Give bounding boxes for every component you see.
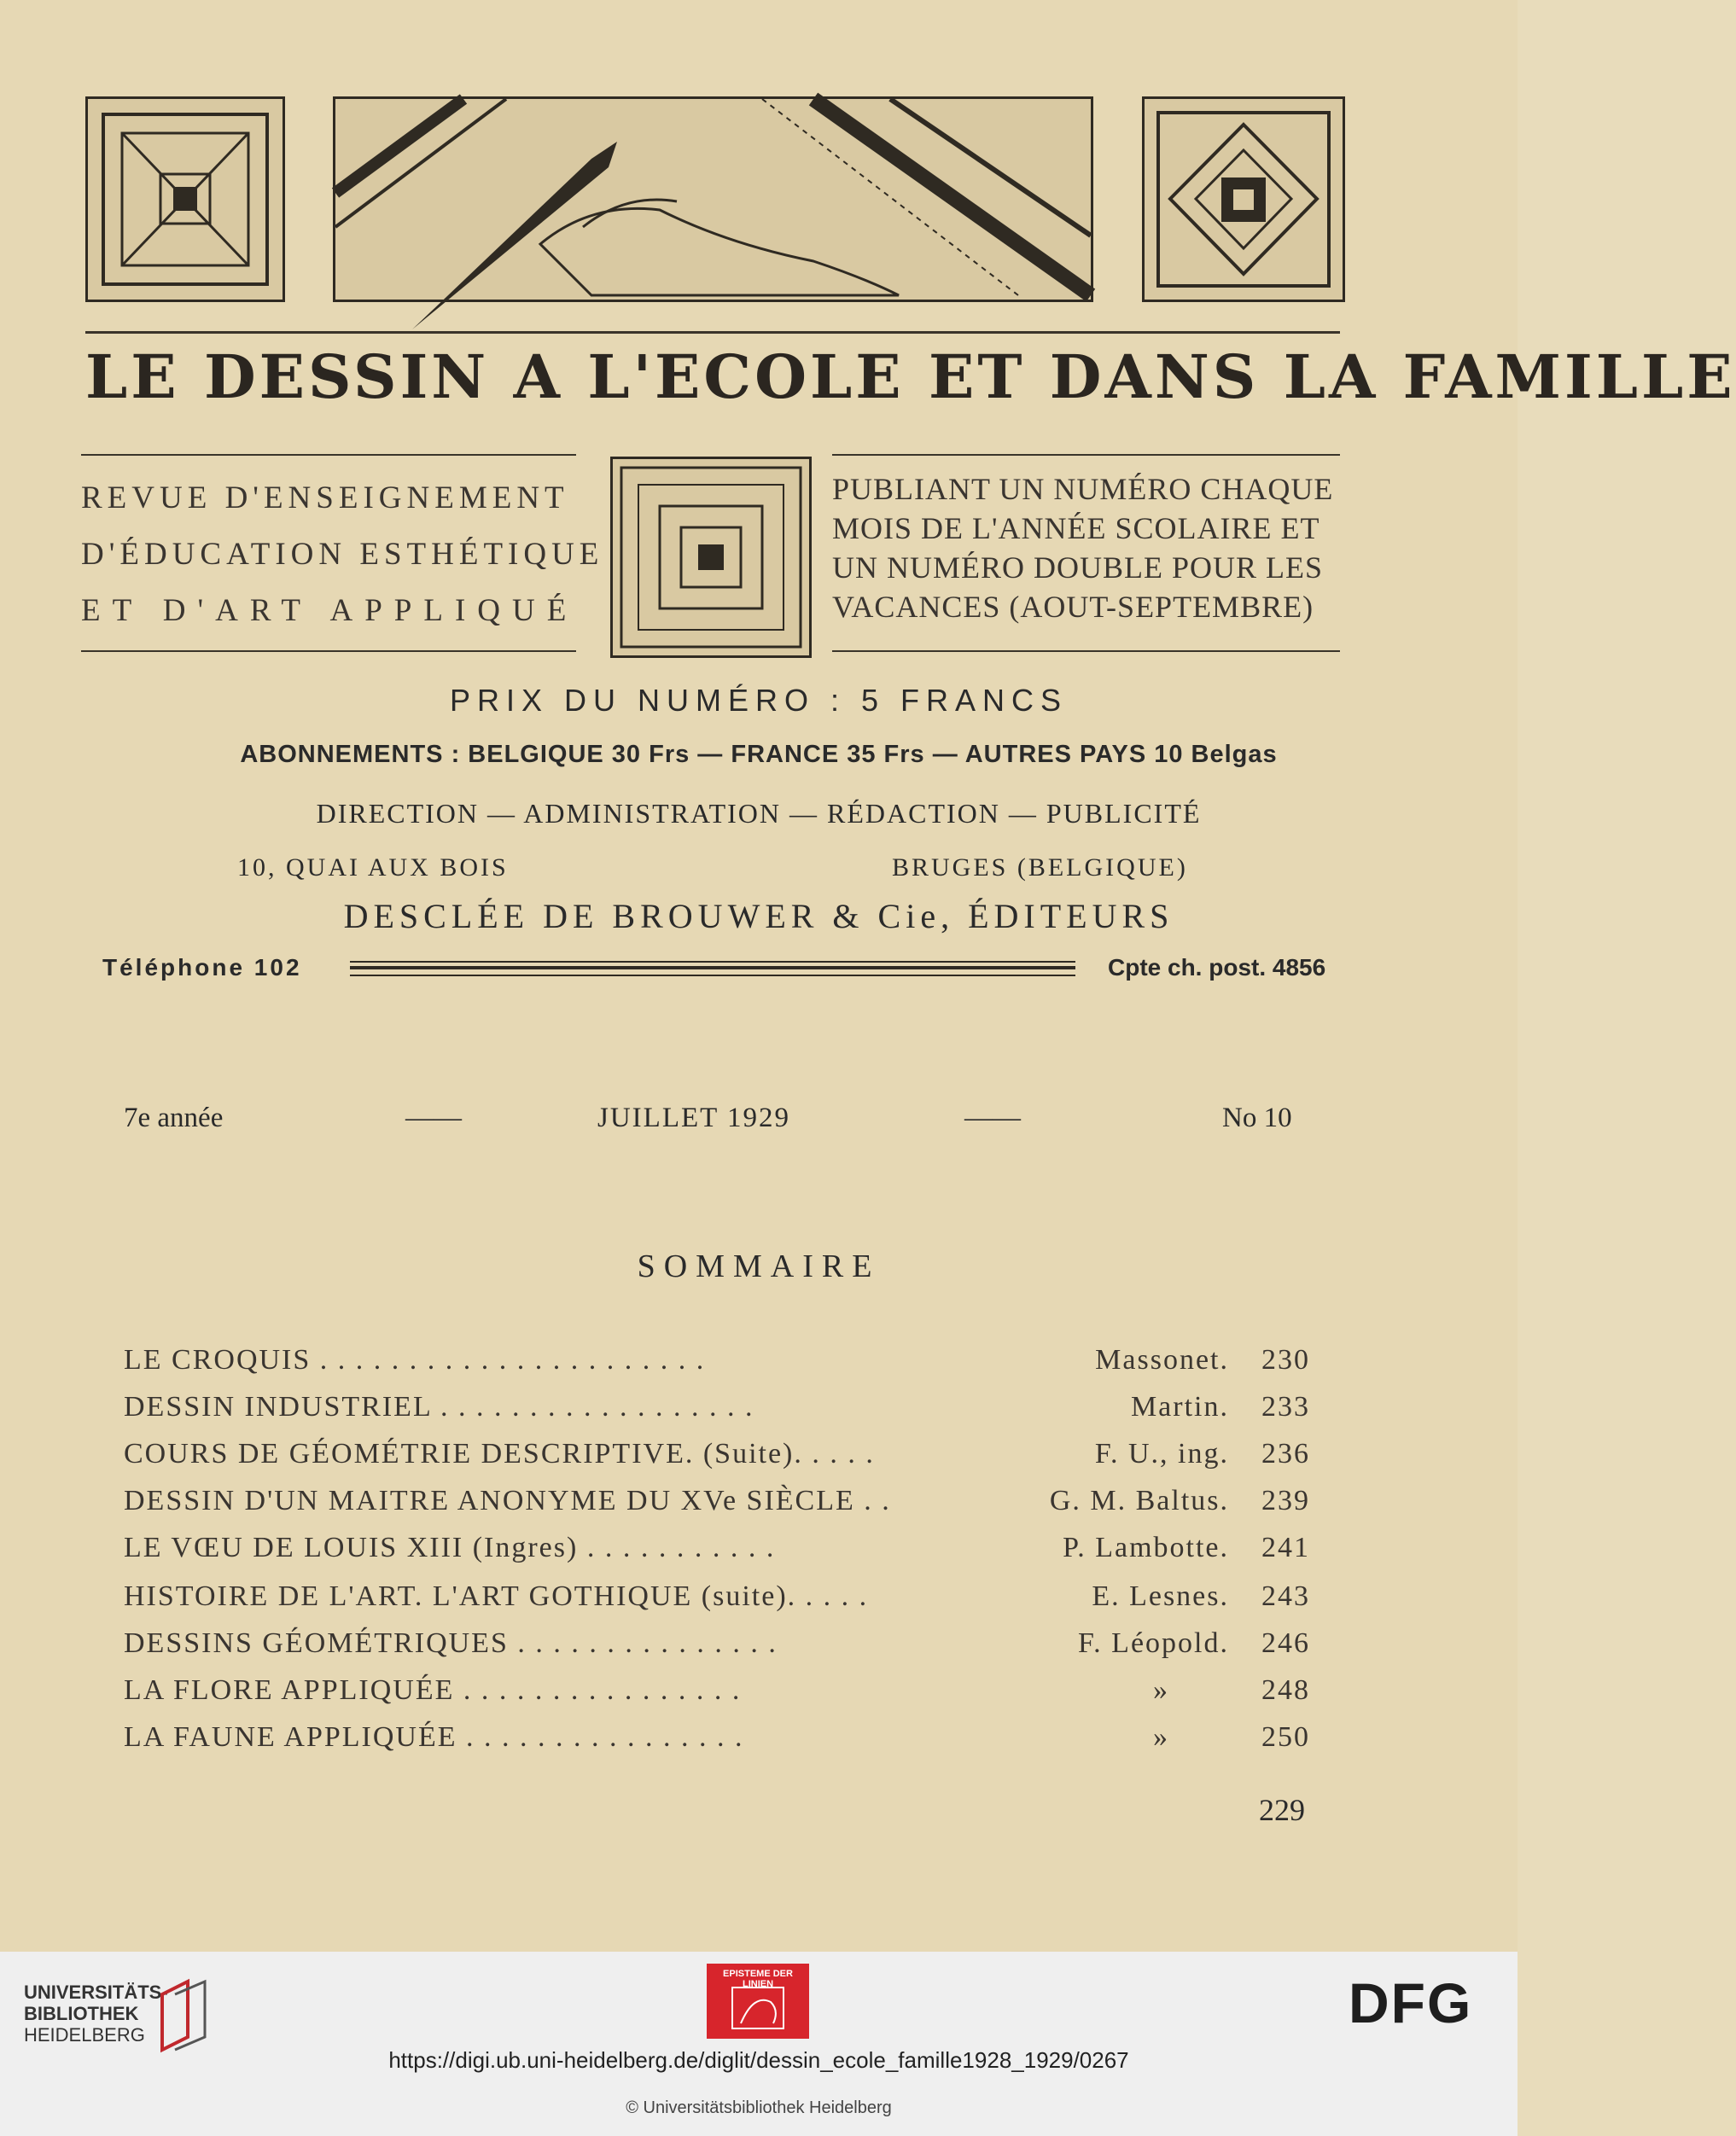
toc-page: 239 bbox=[1261, 1485, 1310, 1516]
postal-account: Cpte ch. post. 4856 bbox=[1108, 954, 1326, 981]
toc-author: F. Léopold. bbox=[1078, 1627, 1229, 1659]
toc-row bbox=[124, 1721, 1310, 1764]
subtitle-left-line-2: D'ÉDUCATION ESTHÉTIQUE bbox=[81, 537, 604, 572]
subtitle-rule-left-top bbox=[81, 454, 576, 456]
toc-page: 236 bbox=[1261, 1438, 1310, 1470]
center-square-ornament bbox=[610, 457, 812, 658]
toc-author: » bbox=[1153, 1674, 1169, 1706]
toc-title: LE VŒU DE LOUIS XIII (Ingres) . . . . . . . . . . . bbox=[124, 1532, 776, 1563]
subtitle-rule-right-bottom bbox=[832, 650, 1340, 652]
permalink-url[interactable]: https://digi.ub.uni-heidelberg.de/diglit/dessin_ecole_famille1928_1929/0267 bbox=[388, 2047, 1129, 2073]
toc-title: DESSIN INDUSTRIEL . . . . . . . . . . . . . . . . . . bbox=[124, 1391, 754, 1423]
publisher-line: DESCLÉE DE BROUWER & Cie, ÉDITEURS bbox=[343, 897, 1174, 935]
toc-row bbox=[124, 1674, 1310, 1717]
copyright-text: © Universitätsbibliothek Heidelberg bbox=[626, 2098, 892, 2117]
toc-page: 250 bbox=[1261, 1721, 1310, 1753]
toc-page: 241 bbox=[1261, 1532, 1310, 1563]
masthead-rule-top bbox=[85, 331, 1340, 334]
library-logo-text-1: UNIVERSITÄTS- bbox=[24, 1982, 168, 2003]
subtitle-right-line-2: MOIS DE L'ANNÉE SCOLAIRE ET bbox=[832, 511, 1320, 545]
toc-author: Massonet. bbox=[1095, 1344, 1229, 1376]
toc-title: DESSIN D'UN MAITRE ANONYME DU XVe SIÈCLE . . bbox=[124, 1485, 891, 1516]
subtitle-right-line-3: UN NUMÉRO DOUBLE POUR LES bbox=[832, 550, 1324, 585]
toc-page: 233 bbox=[1261, 1391, 1310, 1423]
toc-author: F. U., ing. bbox=[1094, 1438, 1229, 1470]
toc-title: LE CROQUIS . . . . . . . . . . . . . . . . . . . . . . bbox=[124, 1344, 706, 1376]
issue-date: JUILLET 1929 bbox=[597, 1103, 790, 1133]
subtitle-left-line-1: REVUE D'ENSEIGNEMENT bbox=[81, 480, 569, 515]
toc-author: P. Lambotte. bbox=[1063, 1532, 1229, 1563]
toc-page: 248 bbox=[1261, 1674, 1310, 1706]
direction-line: DIRECTION — ADMINISTRATION — RÉDACTION — PUBLICITÉ bbox=[316, 798, 1202, 829]
toc-row bbox=[124, 1580, 1310, 1623]
subtitle-left-line-3: ET D'ART APPLIQUÉ bbox=[81, 593, 579, 628]
toc-title: LA FAUNE APPLIQUÉE . . . . . . . . . . . . . . . . bbox=[124, 1721, 744, 1753]
issue-dash-2: —— bbox=[964, 1103, 1021, 1133]
library-logo-text-2: BIBLIOTHEK bbox=[24, 2003, 139, 2024]
issue-number: No 10 bbox=[1222, 1103, 1292, 1133]
toc-heading: SOMMAIRE bbox=[637, 1248, 881, 1284]
subscriptions-line: ABONNEMENTS : BELGIQUE 30 Frs — FRANCE 35 Frs — AUTRES PAYS 10 Belgas bbox=[240, 741, 1278, 768]
toc-title: COURS DE GÉOMÉTRIE DESCRIPTIVE. (Suite). . . . . bbox=[124, 1438, 875, 1470]
toc-title: LA FLORE APPLIQUÉE . . . . . . . . . . . . . . . . bbox=[124, 1674, 742, 1706]
toc-row bbox=[124, 1532, 1310, 1574]
subtitle-right-line-4: VACANCES (AOUT-SEPTEMBRE) bbox=[832, 590, 1314, 624]
library-logo-icon[interactable] bbox=[154, 1977, 210, 2051]
subtitle-rule-right-top bbox=[832, 454, 1340, 456]
hand-drawing-ornament bbox=[333, 96, 1093, 302]
price-line: PRIX DU NUMÉRO : 5 FRANCS bbox=[449, 683, 1069, 718]
toc-page: 230 bbox=[1261, 1344, 1310, 1376]
address-left: 10, QUAI AUX BOIS bbox=[237, 853, 509, 882]
masthead-title: LE DESSIN A L'ECOLE ET DANS LA FAMILLE bbox=[85, 341, 1736, 412]
toc-page: 243 bbox=[1261, 1580, 1310, 1612]
episteme-logo-text: EPISTEME DER LINIEN bbox=[723, 1969, 793, 1989]
telephone: Téléphone 102 bbox=[102, 954, 302, 981]
toc-row bbox=[124, 1438, 1310, 1481]
viewer-footer bbox=[0, 1952, 1518, 2136]
toc-author: E. Lesnes. bbox=[1092, 1580, 1229, 1612]
episteme-logo[interactable] bbox=[707, 1964, 809, 2039]
toc-author: » bbox=[1153, 1721, 1169, 1753]
subtitle-rule-left-bottom bbox=[81, 650, 576, 652]
issue-year: 7e année bbox=[124, 1103, 224, 1133]
toc-title: DESSINS GÉOMÉTRIQUES . . . . . . . . . . . . . . . bbox=[124, 1627, 778, 1659]
toc-author: Martin. bbox=[1130, 1391, 1229, 1423]
toc-row bbox=[124, 1485, 1310, 1528]
page-number: 229 bbox=[1259, 1793, 1305, 1827]
toc-row bbox=[124, 1627, 1310, 1670]
toc-page: 246 bbox=[1261, 1627, 1310, 1659]
toc-title: HISTOIRE DE L'ART. L'ART GOTHIQUE (suite). . . . . bbox=[124, 1580, 869, 1612]
issue-dash-1: —— bbox=[405, 1103, 462, 1133]
telephone-rule bbox=[350, 961, 1075, 976]
dfg-logo[interactable]: DFG bbox=[1349, 1971, 1473, 2034]
library-logo-text-3: HEIDELBERG bbox=[24, 2024, 145, 2046]
address-right: BRUGES (BELGIQUE) bbox=[892, 853, 1188, 882]
toc-row bbox=[124, 1344, 1310, 1387]
toc-author: G. M. Baltus. bbox=[1049, 1485, 1229, 1516]
toc-row bbox=[124, 1391, 1310, 1434]
subtitle-right-line-1: PUBLIANT UN NUMÉRO CHAQUE bbox=[832, 472, 1334, 506]
right-ornament bbox=[1142, 96, 1345, 302]
left-ornament bbox=[85, 96, 285, 302]
